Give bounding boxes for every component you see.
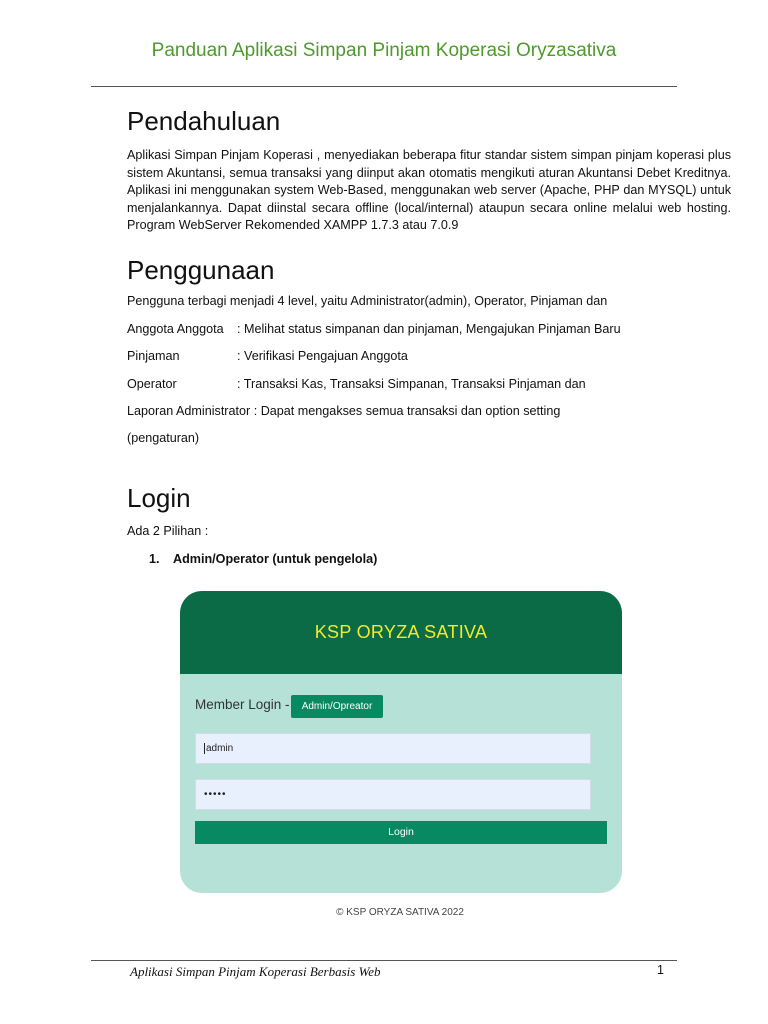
- page-number: 1: [657, 963, 664, 977]
- password-field[interactable]: [195, 779, 591, 810]
- login-header: [180, 591, 622, 674]
- username-field[interactable]: [195, 733, 591, 764]
- role-desc-pinjaman: : Verifikasi Pengajuan Anggota: [237, 349, 408, 363]
- username-value: admin: [206, 743, 234, 754]
- footer-title: Aplikasi Simpan Pinjam Koperasi Berbasis Web: [130, 964, 381, 979]
- login-brand-title: KSP ORYZA SATIVA: [314, 622, 488, 642]
- role-label-pinjaman: Pinjaman: [127, 349, 180, 363]
- role-label-operator: Operator: [127, 377, 177, 391]
- password-value: •••••: [204, 789, 227, 800]
- list-item-text: Admin/Operator (untuk pengelola): [173, 552, 378, 566]
- heading-penggunaan: Penggunaan: [127, 255, 275, 285]
- login-copyright: © KSP ORYZA SATIVA 2022: [336, 907, 464, 918]
- role-desc-operator: : Transaksi Kas, Transaksi Simpanan, Transaksi Pinjaman dan: [237, 377, 586, 391]
- header-divider: [91, 86, 677, 87]
- penggunaan-closing: (pengaturan): [127, 431, 200, 445]
- paragraph-pendahuluan: Aplikasi Simpan Pinjam Koperasi , menyediakan beberapa fitur standar sistem simpan pinjam koperasi plus sistem Akuntansi, semua transaksi yang diinput akan otomatis mengikuti aturan Akuntansi Debet Kreditnya. Aplikasi ini menggunakan system Web-Based, menggunakan web server (Apache, PHP dan MYSQL) untuk menjalankannya. Dapat diinstal secara offline (local/internal) ataupun secara online melalui web hosting. Program WebServer Rekomended XAMPP 1.7.3 atau 7.0.9: [127, 148, 731, 233]
- login-intro: Ada 2 Pilihan :: [127, 524, 209, 538]
- heading-login: Login: [127, 483, 191, 513]
- heading-pendahuluan: Pendahuluan: [127, 106, 281, 136]
- list-item: [149, 552, 377, 566]
- member-login-label: Member Login -: [195, 697, 290, 712]
- role-desc-anggota: : Melihat status simpanan dan pinjaman, Mengajukan Pinjaman Baru: [237, 322, 621, 336]
- role-line-laporan-administrator: Laporan Administrator : Dapat mengakses semua transaksi dan option setting: [127, 404, 561, 418]
- role-selector-button[interactable]: Admin/Opreator: [291, 695, 383, 718]
- text-cursor: [204, 743, 205, 754]
- footer-divider: [91, 960, 677, 961]
- role-label-anggota: Anggota Anggota: [127, 322, 224, 336]
- login-screenshot: [180, 591, 622, 893]
- penggunaan-intro: Pengguna terbagi menjadi 4 level, yaitu Administrator(admin), Operator, Pinjaman dan: [127, 294, 608, 308]
- list-item-number: 1.: [149, 552, 160, 566]
- login-button[interactable]: Login: [195, 821, 607, 844]
- document-header-title: Panduan Aplikasi Simpan Pinjam Koperasi Oryzasativa: [151, 40, 617, 61]
